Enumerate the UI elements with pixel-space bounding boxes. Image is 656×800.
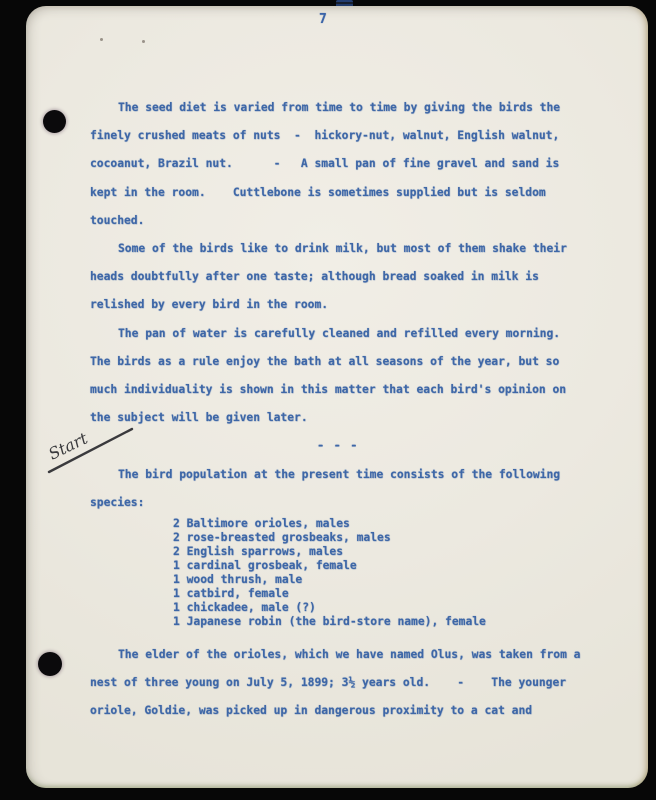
typed-line-list-item: 2 Baltimore orioles, males: [173, 517, 350, 531]
handwritten-start-label: Start: [45, 428, 91, 464]
typed-line-indent: The pan of water is carefully cleaned and refilled every morning.: [118, 326, 561, 340]
hole-punch-bottom: [38, 652, 62, 676]
typed-line-flush: species:: [90, 495, 145, 509]
typed-line-list-item: 2 rose-breasted grosbeaks, males: [173, 531, 391, 545]
page-number: 7: [319, 12, 327, 27]
typed-line-flush: finely crushed meats of nuts - hickory-nut, walnut, English walnut,: [90, 129, 560, 143]
typed-line-list-item: 1 chickadee, male (?): [173, 601, 316, 615]
typed-line-list-item: 2 English sparrows, males: [173, 545, 344, 559]
typed-line-divider: - - -: [317, 439, 359, 453]
typed-line-flush: much individuality is shown in this matter that each bird's opinion on: [90, 383, 567, 397]
handwritten-start-annotation: [44, 415, 140, 479]
typed-line-flush: The birds as a rule enjoy the bath at all seasons of the year, but so: [90, 354, 560, 368]
typed-line-list-item: 1 wood thrush, male: [173, 573, 303, 587]
typed-line-list-item: 1 cardinal grosbeak, female: [173, 559, 357, 573]
typed-line-flush: touched.: [90, 213, 145, 227]
binding-mark: [336, 0, 353, 8]
typed-line-indent: The elder of the orioles, which we have named Olus, was taken from a: [118, 648, 581, 662]
paper-speck: [100, 38, 103, 41]
typed-line-flush: oriole, Goldie, was picked up in dangerous proximity to a cat and: [90, 704, 533, 718]
paper-speck: [142, 40, 145, 43]
typed-line-flush: kept in the room. Cuttlebone is sometimes supplied but is seldom: [90, 185, 546, 199]
typed-line-flush: heads doubtfully after one taste; although bread soaked in milk is: [90, 270, 539, 284]
typed-line-flush: relished by every bird in the room.: [90, 298, 329, 312]
typed-line-list-item: 1 Japanese robin (the bird-store name), female: [173, 615, 486, 629]
typed-line-flush: cocoanut, Brazil nut. - A small pan of fine gravel and sand is: [90, 157, 560, 171]
typed-line-list-item: 1 catbird, female: [173, 587, 289, 601]
typed-line-flush: nest of three young on July 5, 1899; 3½ years old. - The younger: [90, 676, 567, 690]
typed-line-indent: Some of the birds like to drink milk, but most of them shake their: [118, 242, 567, 256]
typed-line-indent: The bird population at the present time consists of the following: [118, 467, 561, 481]
hole-punch-top: [43, 110, 66, 133]
typed-line-indent: The seed diet is varied from time to time by giving the birds the: [118, 101, 561, 114]
typed-line-flush: the subject will be given later.: [90, 411, 308, 425]
typed-text: [90, 94, 602, 726]
